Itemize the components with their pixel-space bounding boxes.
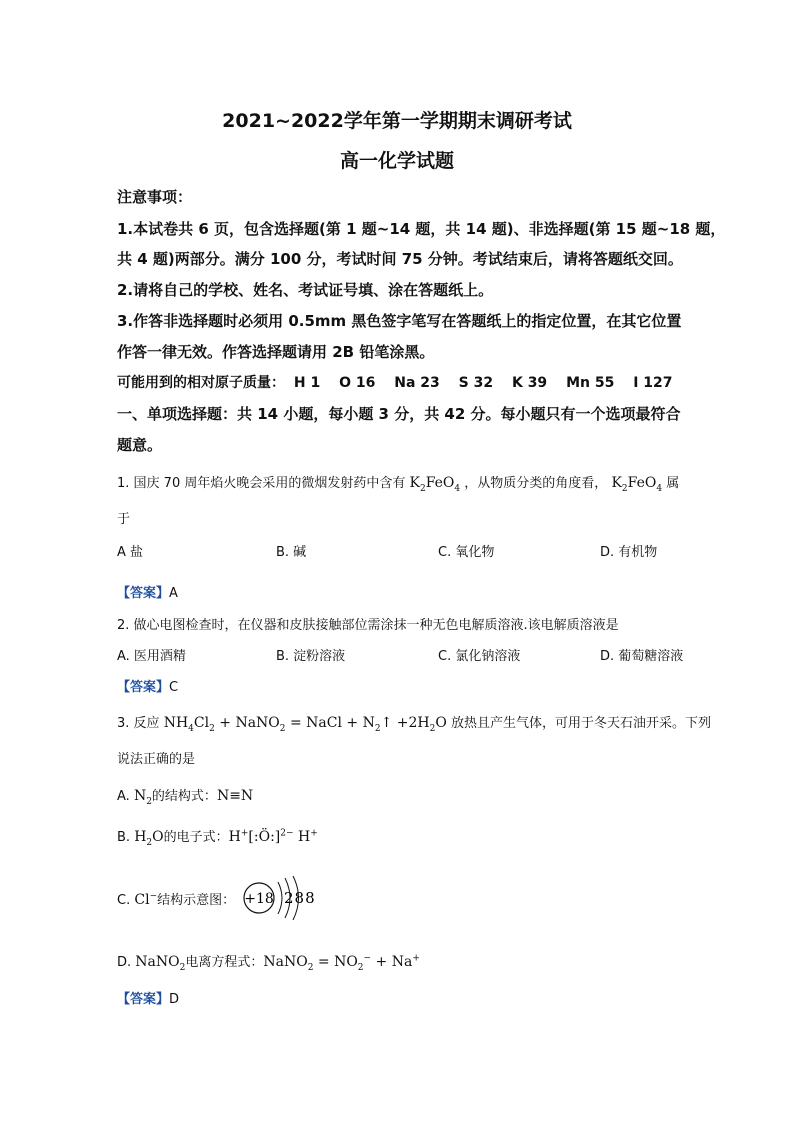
q3-answer [117,988,179,1007]
option-text: 的结构式： [151,789,217,804]
formula-nano2: NaNO$_2$ [135,954,186,973]
atomic-masses-label: 可能用到的相对原子质量： [117,375,285,391]
q2-answer [117,676,178,695]
q1-option-d: D. 有机物 [600,545,658,560]
note-1-line-2: 共 4 题)两部分。满分 100 分，考试时间 75 分钟。考试结束后，请将答题纸交回。 [117,250,683,268]
question-1-line-2: 于 [117,512,131,527]
notes-heading: 注意事项： [117,188,193,206]
q2-option-a: A. 医用酒精 [117,649,186,664]
formula-k2feo4: $K_2FeO_4$ [409,475,461,494]
q1-answer [117,582,178,601]
q1-text-end: 属 [666,476,680,491]
ionization-equation: NaNO$_2$ = $NO_2^- + Na^+$ [263,953,420,973]
formula-n2: $N_2$ [133,788,152,807]
answer-tag: 【答案】 [117,992,170,1007]
note-1-line-1: 1.本试卷共 6 页，包含选择题(第 1 题~14 题，共 14 题)、非选择题(第 15 题~18 题， [117,220,726,238]
q3-option-c [117,889,235,908]
mass-item: I 127 [633,375,673,391]
nucleus-charge: +18 [244,891,274,907]
formula-structure: N≡N [216,788,254,804]
q1-text-mid: ，从物质分类的角度看， [464,476,608,491]
q1-option-b: B. 碱 [276,545,307,560]
answer-tag: 【答案】 [117,680,170,695]
answer-value: C [169,680,179,695]
q2-option-b: B. 淀粉溶液 [276,649,346,664]
atom-structure-diagram [240,872,320,924]
mass-item: S 32 [458,375,494,391]
answer-tag: 【答案】 [117,586,170,601]
formula-cl-ion: Cl− [134,891,158,908]
formula-h2o: $H_2O$ [134,829,164,848]
formula-k2feo4: $K_2FeO_4$ [611,475,663,494]
note-3-line-2: 作答一律无效。作答选择题请用 2B 铅笔涂黑。 [117,343,435,361]
option-label: B. [117,830,131,845]
mass-item: Mn 55 [566,375,615,391]
option-text: 电离方程式： [185,955,264,970]
exam-title: 2021~2022学年第一学期期末调研考试 [222,110,572,132]
note-3-line-1: 3.作答非选择题时必须用 0.5mm 黑色签字笔写在答题纸上的指定位置，在其它位置 [117,312,682,330]
option-label: D. [117,955,132,970]
electron-formula: H+[:Ö:]$^{2-}$ H+ [228,828,318,845]
electron-shell-arc [278,882,282,914]
q3-text-start: 3. 反应 [117,716,160,731]
note-2: 2.请将自己的学校、姓名、考试证号填、涂在答题纸上。 [117,281,494,299]
q3-option-d [117,951,420,973]
q1-option-c: C. 氧化物 [438,545,495,560]
option-label: A. [117,789,130,804]
reaction-equation: $NH_4Cl_2$ + NaNO$_2$ = NaCl + $N_2↑ +2H_2O$ [163,715,447,734]
option-label: C. [117,893,131,908]
q1-option-a: A 盐 [117,545,144,560]
answer-value: D [169,992,180,1007]
answer-value: A [169,586,178,601]
option-text: 结构示意图： [157,893,236,908]
section-heading-line-1: 一、单项选择题：共 14 小题，每小题 3 分，共 42 分。每小题只有一个选项最符合 [117,405,681,423]
question-2: 2. 做心电图检查时，在仪器和皮肤接触部位需涂抹一种无色电解质溶液.该电解质溶液是 [117,618,619,633]
option-text: 的电子式： [163,830,229,845]
q3-option-a [117,785,253,807]
q2-option-c: C. 氯化钠溶液 [438,649,521,664]
q1-text-start: 1. 国庆 70 周年焰火晚会采用的微烟发射药中含有 [117,476,406,491]
question-1 [117,472,679,494]
q3-text-end: 放热且产生气体，可用于冬天石油开采。下列 [450,716,711,731]
mass-item: O 16 [339,375,376,391]
mass-item: H 1 [293,375,321,391]
question-3 [117,712,711,734]
mass-item: Na 23 [394,375,440,391]
atomic-masses [117,372,687,392]
electron-shells: 288 [284,889,316,907]
question-3-line-2: 说法正确的是 [117,752,196,767]
q2-option-d: D. 葡萄糖溶液 [600,649,684,664]
q3-option-b [117,826,318,848]
mass-item: K 39 [511,375,548,391]
exam-subtitle: 高一化学试题 [339,150,454,172]
section-heading-line-2: 题意。 [117,436,163,454]
